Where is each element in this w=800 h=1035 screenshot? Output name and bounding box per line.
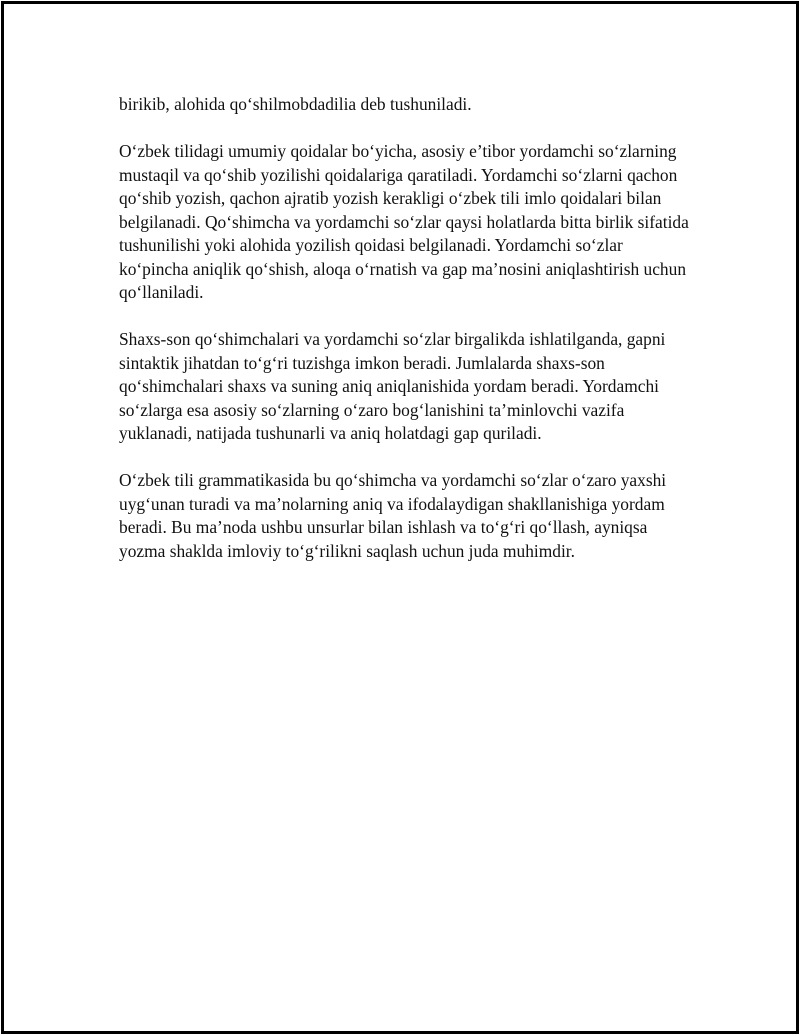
document-body: [119, 93, 689, 587]
paragraph-1: birikib, alohida qo‘shilmobdadilia deb tushuniladi.: [119, 94, 472, 114]
paragraph-2: O‘zbek tilidagi umumiy qoidalar bo‘yicha, asosiy e’tibor yordamchi so‘zlarning mustaqil va qo‘shib yozilishi qoidalariga qaratiladi. Yordamchi so‘zlarni qachon qo‘shib yozish, qachon ajratib yozish kerakligi o‘zbek tili imlo qoidalari bilan belgilanadi. Qo‘shimcha va yordamchi so‘zlar qaysi holatlarda bitta birlik sifatida tushunilishi yoki alohida yozilish qoidasi belgilanadi. Yordamchi so‘zlar ko‘pincha aniqlik qo‘shish, aloqa o‘rnatish va gap ma’nosini aniqlashtirish uchun qo‘llaniladi.: [119, 141, 689, 302]
paragraph-4: O‘zbek tili grammatikasida bu qo‘shimcha va yordamchi so‘zlar o‘zaro yaxshi uyg‘unan turadi va ma’nolarning aniq va ifodalaydigan shakllanishiga yordam beradi. Bu ma’noda ushbu unsurlar bilan ishlash va to‘g‘ri qo‘llash, ayniqsa yozma shaklda imloviy to‘g‘rilikni saqlash uchun juda muhimdir.: [119, 470, 667, 561]
document-page: [1, 1, 799, 1034]
paragraph-3: Shaxs-son qo‘shimchalari va yordamchi so‘zlar birgalikda ishlatilganda, gapni sintaktik jihatdan to‘g‘ri tuzishga imkon beradi. Jumlalarda shaxs-son qo‘shimchalari shaxs va suning aniq aniqlanishida yordam beradi. Yordamchi so‘zlarga esa asosiy so‘zlarning o‘zaro bog‘lanishini ta’minlovchi vazifa yuklanadi, natijada tushunarli va aniq holatdagi gap quriladi.: [119, 329, 666, 443]
